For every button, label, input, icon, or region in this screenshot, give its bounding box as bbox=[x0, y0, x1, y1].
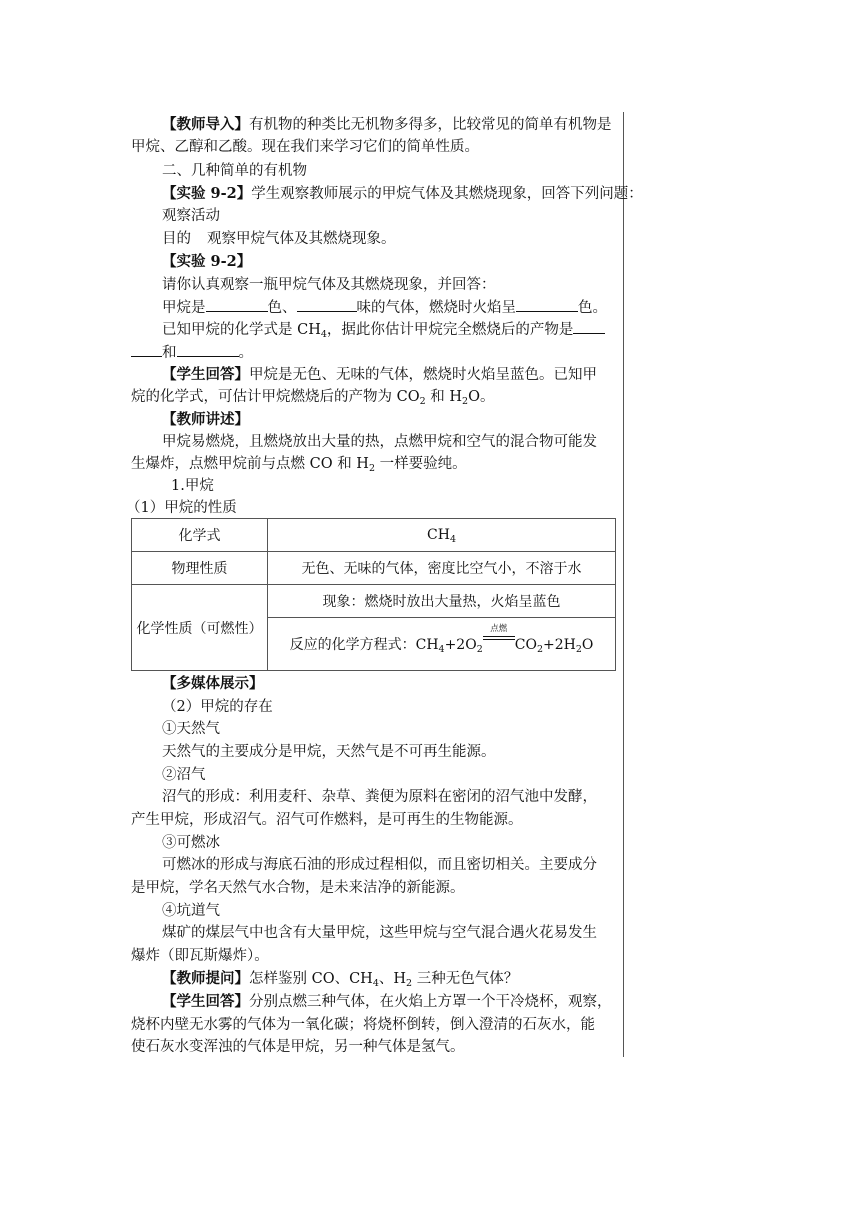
eq-prod-2: +2H bbox=[543, 637, 576, 653]
observation-activity: 观察活动 bbox=[162, 208, 220, 224]
product-blank-2[interactable] bbox=[177, 341, 239, 357]
teacher-question-sub-2: 2 bbox=[406, 978, 413, 989]
teacher-talk-text-2b: 一样要验纯。 bbox=[375, 456, 467, 472]
purpose-label: 目的 bbox=[162, 231, 191, 247]
teacher-question-b: 、H bbox=[378, 971, 407, 987]
methane-properties-table bbox=[131, 518, 616, 671]
product-blank-1a[interactable] bbox=[573, 318, 605, 334]
intro-line-1 bbox=[162, 114, 612, 136]
formula-label: 化学式 bbox=[132, 519, 268, 552]
student-answer2-line-1 bbox=[162, 991, 612, 1013]
experiment-lead-tag: 【实验 9-2】 bbox=[162, 185, 252, 202]
q1-text-c: 味的气体，燃烧时火焰呈 bbox=[356, 300, 516, 316]
student-answer-sub-2: 2 bbox=[462, 396, 469, 407]
natural-gas-title: ①天然气 bbox=[162, 721, 220, 737]
table-row-physical bbox=[132, 552, 616, 585]
methane-heading: 1.甲烷 bbox=[171, 478, 214, 494]
q2-text-b: ，据此你估计甲烷完全燃烧后的产物是 bbox=[326, 322, 574, 338]
question-1 bbox=[162, 296, 607, 319]
ice-line-1: 可燃冰的形成与海底石油的形成过程相似，而且密切相关。主要成分 bbox=[162, 857, 597, 873]
teacher-question-sub-1: 4 bbox=[372, 978, 379, 989]
phenomenon-value: 现象：燃烧时放出大量热，火焰呈蓝色 bbox=[268, 585, 616, 618]
teacher-question bbox=[162, 968, 518, 990]
natural-gas-text: 天然气的主要成分是甲烷，天然气是不可再生能源。 bbox=[162, 744, 496, 760]
eq-sub-1: 4 bbox=[438, 644, 445, 655]
biogas-line-1: 沼气的形成：利用麦秆、杂草、粪便为原料在密闭的沼气池中发酵， bbox=[162, 789, 597, 805]
question-2 bbox=[162, 318, 605, 341]
q3-text-b: 。 bbox=[238, 345, 253, 361]
intro-line-2: 甲烷、乙醇和乙酸。现在我们来学习它们的简单性质。 bbox=[131, 139, 479, 155]
ice-title: ③可燃冰 bbox=[162, 835, 220, 851]
intro-text-1: 有机物的种类比无机物多得多，比较常见的简单有机物是 bbox=[249, 117, 612, 133]
smell-blank[interactable] bbox=[297, 296, 357, 312]
mine-gas-line-1: 煤矿的煤层气中也含有大量甲烷，这些甲烷与空气混合遇火花易发生 bbox=[162, 925, 597, 941]
q3-text-a: 和 bbox=[162, 345, 177, 361]
q1-text-d: 色。 bbox=[578, 300, 607, 316]
ice-line-2: 是甲烷，学名天然气水合物，是未来洁净的新能源。 bbox=[131, 880, 465, 896]
intro-tag: 【教师导入】 bbox=[162, 116, 249, 133]
product-blank-1b[interactable] bbox=[131, 341, 162, 357]
experiment-lead-text: 学生观察教师展示的甲烷气体及其燃烧现象，回答下列问题： bbox=[251, 186, 643, 202]
multimedia-tag: 【多媒体展示】 bbox=[162, 675, 264, 692]
mine-gas-title: ④坑道气 bbox=[162, 903, 220, 919]
flame-color-blank[interactable] bbox=[516, 296, 578, 312]
student-answer-sub-1: 2 bbox=[419, 396, 426, 407]
formula-value-text: CH bbox=[427, 527, 450, 543]
teacher-talk-sub: 2 bbox=[368, 463, 376, 474]
student-answer-line-1 bbox=[162, 364, 597, 386]
biogas-title: ②沼气 bbox=[162, 767, 206, 783]
student-answer-text-2a: 烷的化学式，可估计甲烷燃烧后的产物为 CO bbox=[131, 389, 420, 405]
question-3 bbox=[131, 341, 253, 364]
student-answer-text-2c: O。 bbox=[468, 389, 495, 405]
physical-label: 物理性质 bbox=[132, 552, 268, 585]
eq-prod-1: CO bbox=[514, 637, 537, 653]
student-answer2-line-3: 使石灰水变浑浊的气体是甲烷，另一种气体是氢气。 bbox=[131, 1039, 465, 1055]
equation-value bbox=[268, 618, 616, 671]
teacher-talk-tag: 【教师讲述】 bbox=[162, 411, 249, 428]
physical-value: 无色、无味的气体，密度比空气小，不溶于水 bbox=[268, 552, 616, 585]
student-answer-line-2 bbox=[131, 386, 494, 408]
teacher-question-c: 三种无色气体？ bbox=[412, 971, 519, 987]
mine-gas-line-2: 爆炸（即瓦斯爆炸）。 bbox=[131, 948, 269, 964]
formula-value bbox=[268, 519, 616, 552]
experiment-prompt: 请你认真观察一瓶甲烷气体及其燃烧现象，并回答： bbox=[162, 277, 496, 293]
student-answer-text-2b: 和 H bbox=[425, 389, 463, 405]
q2-sub: 4 bbox=[320, 329, 327, 340]
teacher-talk-line-2 bbox=[131, 453, 467, 475]
table-row-phenomenon bbox=[132, 585, 616, 618]
section-two-heading: 二、几种简单的有机物 bbox=[162, 163, 307, 179]
student-answer2-line-2: 烧杯内壁无水雾的气体为一氧化碳；将烧杯倒转，倒入澄清的石灰水，能 bbox=[131, 1017, 595, 1033]
table-row-formula bbox=[132, 519, 616, 552]
color-blank[interactable] bbox=[206, 296, 268, 312]
existence-heading: （2）甲烷的存在 bbox=[162, 699, 273, 715]
eq-label: 反应的化学方程式：CH bbox=[289, 637, 439, 653]
eq-sub-4: 2 bbox=[575, 644, 582, 655]
q1-text-a: 甲烷是 bbox=[162, 300, 206, 316]
experiment-title: 【实验 9-2】 bbox=[162, 253, 252, 270]
teacher-talk-line-1: 甲烷易燃烧，且燃烧放出大量的热，点燃甲烷和空气的混合物可能发 bbox=[162, 434, 597, 450]
eq-end: O bbox=[581, 637, 594, 653]
q2-text-a: 已知甲烷的化学式是 CH bbox=[162, 322, 321, 338]
eq-mid: +2O bbox=[444, 637, 477, 653]
reaction-condition-sign bbox=[483, 624, 515, 649]
student-answer2-tag: 【学生回答】 bbox=[162, 993, 249, 1010]
purpose-line bbox=[162, 228, 396, 250]
formula-value-sub: 4 bbox=[449, 534, 456, 545]
chemical-label: 化学性质（可燃性） bbox=[132, 585, 268, 671]
experiment-lead bbox=[162, 183, 643, 205]
student-answer-text-1: 甲烷是无色、无味的气体，燃烧时火焰呈蓝色。已知甲 bbox=[249, 367, 597, 383]
properties-heading: （1）甲烷的性质 bbox=[126, 500, 237, 516]
eq-condition: 点燃 bbox=[490, 624, 508, 634]
purpose-text: 观察甲烷气体及其燃烧现象。 bbox=[207, 231, 396, 247]
margin-rule bbox=[623, 112, 624, 1057]
q1-text-b: 色、 bbox=[267, 300, 297, 316]
student-answer2-text-1: 分别点燃三种气体，在火焰上方罩一个干冷烧杯，观察， bbox=[249, 994, 612, 1010]
student-answer-tag: 【学生回答】 bbox=[162, 366, 249, 383]
teacher-question-tag: 【教师提问】 bbox=[162, 970, 249, 987]
eq-sub-3: 2 bbox=[536, 644, 543, 655]
teacher-question-a: 怎样鉴别 CO、CH bbox=[249, 971, 373, 987]
teacher-talk-text-2a: 生爆炸，点燃甲烷前与点燃 CO 和 H bbox=[131, 456, 369, 472]
eq-sub-2: 2 bbox=[476, 644, 483, 655]
biogas-line-2: 产生甲烷，形成沼气。沼气可作燃料，是可再生的生物能源。 bbox=[131, 812, 523, 828]
